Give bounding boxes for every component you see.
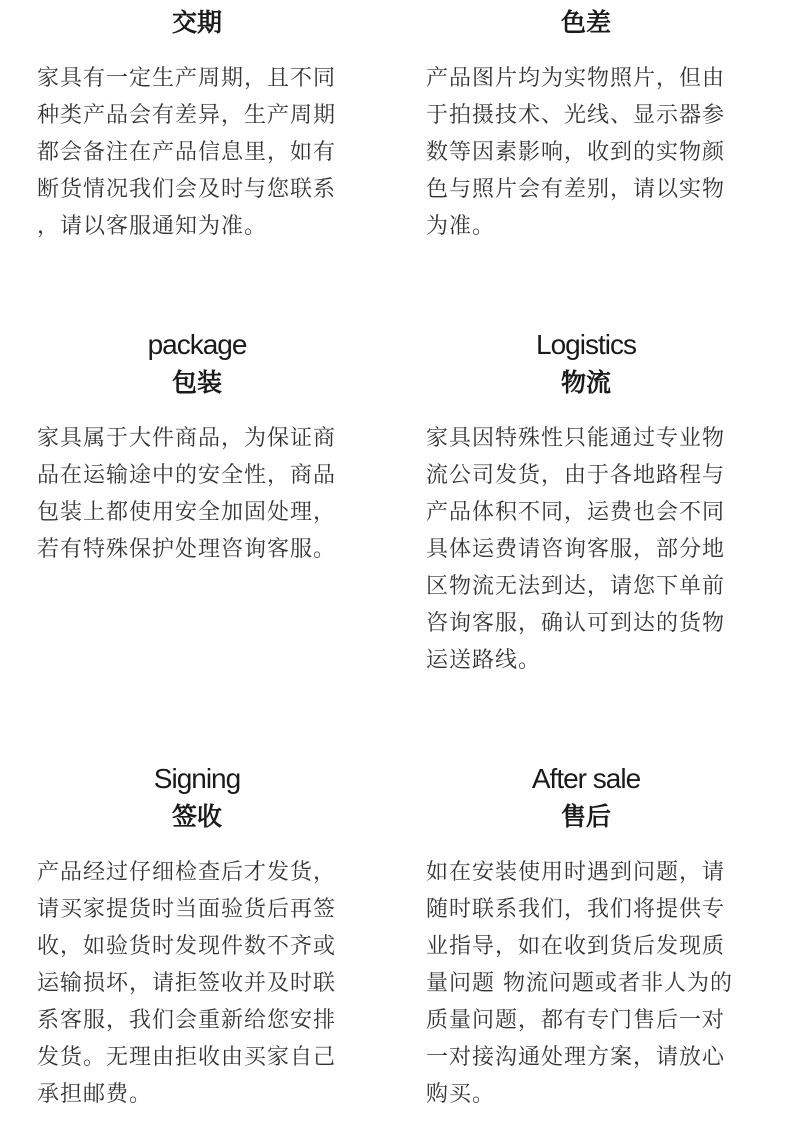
section-package <box>37 326 357 568</box>
section-title-cn: 物流 <box>560 368 611 397</box>
section-title-cn: 售后 <box>560 802 611 831</box>
section-title-cn: 色差 <box>560 8 611 37</box>
body-line: 色与照片会有差别，请以实物 <box>426 177 726 202</box>
body-line: 发货。无理由拒收由买家自己 <box>37 1045 337 1070</box>
section-logistics <box>426 326 746 679</box>
body-line: 运输损坏，请拒签收并及时联 <box>37 971 337 996</box>
section-color-difference <box>426 0 746 245</box>
body-line: 产品经过仔细检查后才发货， <box>37 860 337 885</box>
body-line: 一对接沟通处理方案，请放心 <box>426 1045 726 1070</box>
body-line: 种类产品会有差异，生产周期 <box>37 103 337 128</box>
body-line: 随时联系我们，我们将提供专 <box>426 897 726 922</box>
body-line: 于拍摄技术、光线、显示器参 <box>426 103 726 128</box>
body-line: 产品体积不同，运费也会不同 <box>426 500 726 525</box>
body-line: 家具属于大件商品，为保证商 <box>37 426 337 451</box>
body-line: 运送路线。 <box>426 648 542 673</box>
body-line: 量问题 物流问题或者非人为的 <box>426 971 733 996</box>
body-line: 质量问题，都有专门售后一对 <box>426 1008 726 1033</box>
body-line: 产品图片均为实物照片，但由 <box>426 66 726 91</box>
body-line: 品在运输途中的安全性，商品 <box>37 463 337 488</box>
body-line: 系客服，我们会重新给您安排 <box>37 1008 337 1033</box>
body-line: 数等因素影响，收到的实物颜 <box>426 140 726 165</box>
section-body <box>426 854 746 1113</box>
section-delivery-time <box>37 0 357 245</box>
body-line: 都会备注在产品信息里，如有 <box>37 140 337 165</box>
body-line: 具体运费请咨询客服，部分地 <box>426 537 726 562</box>
body-line: 业指导，如在收到货后发现质 <box>426 934 726 959</box>
body-line: 断货情况我们会及时与您联系 <box>37 177 337 202</box>
section-title-en: After sale <box>531 763 641 794</box>
section-title-cn: 包装 <box>171 368 222 397</box>
body-line: 收，如验货时发现件数不齐或 <box>37 934 337 959</box>
section-title-en: package <box>147 329 247 360</box>
body-line: 如在安装使用时遇到问题，请 <box>426 860 726 885</box>
body-line: 家具因特殊性只能通过专业物 <box>426 426 726 451</box>
body-line: ，请以客服通知为准。 <box>37 214 268 239</box>
section-signing <box>37 760 357 1113</box>
body-line: 区物流无法到达，请您下单前 <box>426 574 726 599</box>
section-body <box>37 854 357 1113</box>
section-body <box>426 420 746 679</box>
body-line: 为准。 <box>426 214 496 239</box>
section-title-cn: 签收 <box>171 802 222 831</box>
body-line: 家具有一定生产周期，且不同 <box>37 66 337 91</box>
section-after-sale <box>426 760 746 1113</box>
body-line: 承担邮费。 <box>37 1082 153 1107</box>
section-body <box>37 420 357 568</box>
section-body <box>426 60 746 245</box>
body-line: 咨询客服，确认可到达的货物 <box>426 611 726 636</box>
body-line: 请买家提货时当面验货后再签 <box>37 897 337 922</box>
section-body <box>37 60 357 245</box>
body-line: 流公司发货，由于各地路程与 <box>426 463 726 488</box>
section-title-en: Signing <box>153 763 241 794</box>
section-title-cn: 交期 <box>171 8 222 37</box>
section-title-en: Logistics <box>536 329 636 360</box>
body-line: 包装上都使用安全加固处理， <box>37 500 337 525</box>
body-line: 购买。 <box>426 1082 496 1107</box>
body-line: 若有特殊保护处理咨询客服。 <box>37 537 337 562</box>
